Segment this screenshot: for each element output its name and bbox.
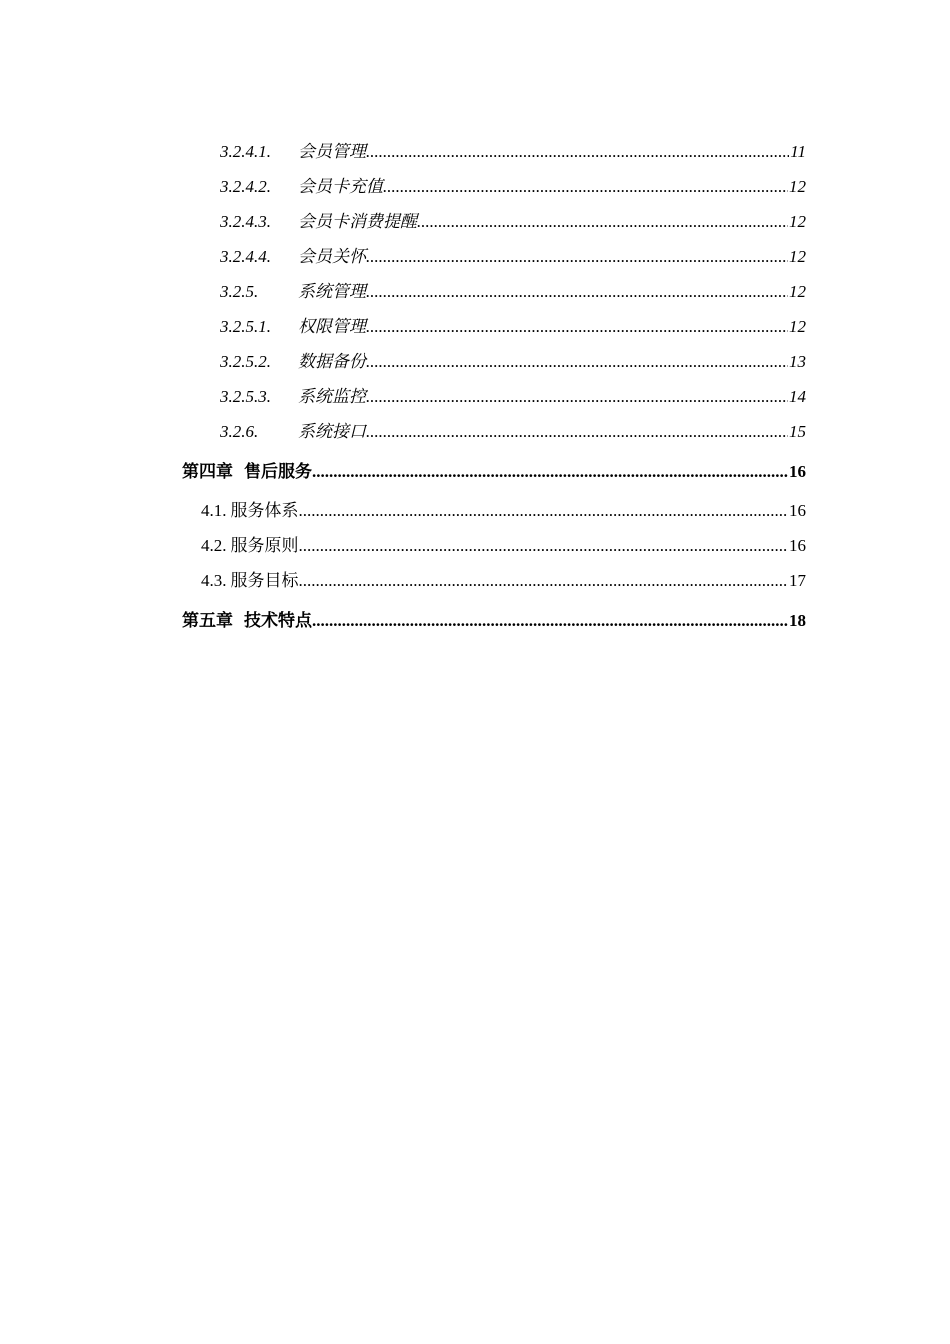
toc-entry-3-2-5-2[interactable] (182, 344, 806, 379)
toc-entry-4-3[interactable] (182, 563, 806, 598)
toc-entry-number: 3.2.5.1. (220, 317, 271, 336)
toc-entry-3-2-4-4[interactable] (182, 239, 806, 274)
toc-entry-title: 服务目标 (230, 571, 299, 590)
toc-page-number: 12 (789, 212, 806, 231)
toc-page-number: 16 (789, 462, 806, 481)
toc-entry-title: 会员关怀 (298, 247, 366, 266)
toc-entry-title: 系统监控 (298, 387, 366, 406)
toc-entry-number: 3.2.5. (220, 282, 259, 301)
toc-page-number: 13 (789, 352, 806, 371)
toc-page-number: 12 (789, 317, 806, 336)
toc-entry-3-2-4-1[interactable] (182, 134, 806, 169)
toc-dot-leader (366, 239, 788, 274)
toc-dot-leader (366, 134, 789, 169)
toc-entry-3-2-5[interactable] (182, 274, 806, 309)
toc-entry-title: 权限管理 (298, 317, 366, 336)
toc-entry-number: 3.2.4.1. (220, 142, 271, 161)
toc-entry-number: 3.2.5.2. (220, 352, 271, 371)
toc-chapter-number: 第五章 (182, 611, 233, 630)
toc-entry-number: 3.2.4.4. (220, 247, 271, 266)
toc-dot-leader (299, 563, 789, 598)
toc-dot-leader (366, 344, 788, 379)
toc-entry-number: 4.1. (201, 501, 227, 520)
toc-entry-number: 3.2.5.3. (220, 387, 271, 406)
toc-page-number: 12 (789, 177, 806, 196)
toc-page-number: 15 (789, 422, 806, 441)
toc-entry-number: 4.3. (201, 571, 227, 590)
toc-entry-3-2-5-3[interactable] (182, 379, 806, 414)
toc-chapter-title: 技术特点 (244, 611, 312, 630)
toc-entry-title: 会员卡充值 (298, 177, 383, 196)
toc-dot-leader (366, 379, 788, 414)
toc-dot-leader (312, 454, 788, 489)
toc-entry-4-2[interactable] (182, 528, 806, 563)
toc-entry-number: 3.2.4.3. (220, 212, 271, 231)
toc-entry-4-1[interactable] (182, 493, 806, 528)
toc-entry-3-2-5-1[interactable] (182, 309, 806, 344)
toc-chapter-5[interactable] (182, 603, 806, 638)
toc-page-number: 12 (789, 247, 806, 266)
toc-page-number: 17 (789, 571, 806, 590)
toc-dot-leader (299, 493, 789, 528)
toc-page-number: 16 (789, 536, 806, 555)
toc-entry-number: 3.2.4.2. (220, 177, 271, 196)
toc-chapter-title: 售后服务 (244, 462, 312, 481)
toc-entry-3-2-6[interactable] (182, 414, 806, 449)
toc-chapter-number: 第四章 (182, 462, 233, 481)
toc-page-number: 12 (789, 282, 806, 301)
toc-dot-leader (417, 204, 788, 239)
toc-dot-leader (366, 274, 788, 309)
toc-dot-leader (366, 414, 788, 449)
toc-entry-number: 4.2. (201, 536, 227, 555)
toc-page-number: 16 (789, 501, 806, 520)
toc-entry-title: 系统接口 (298, 422, 366, 441)
toc-entry-3-2-4-3[interactable] (182, 204, 806, 239)
toc-page-number: 14 (789, 387, 806, 406)
toc-entry-title: 会员管理 (298, 142, 366, 161)
toc-entry-title: 服务原则 (230, 536, 299, 555)
toc-entry-3-2-4-2[interactable] (182, 169, 806, 204)
toc-chapter-4[interactable] (182, 454, 806, 489)
toc-dot-leader (383, 169, 788, 204)
toc-page-number: 18 (789, 611, 806, 630)
toc-page-number: 11 (790, 142, 806, 161)
toc-entry-title: 数据备份 (298, 352, 366, 371)
toc-dot-leader (366, 309, 788, 344)
toc-dot-leader (312, 603, 788, 638)
toc-dot-leader (299, 528, 789, 563)
toc-entry-title: 会员卡消费提醒 (298, 212, 417, 231)
table-of-contents (182, 134, 806, 642)
toc-entry-title: 服务体系 (230, 501, 299, 520)
toc-entry-number: 3.2.6. (220, 422, 259, 441)
toc-entry-title: 系统管理 (298, 282, 366, 301)
